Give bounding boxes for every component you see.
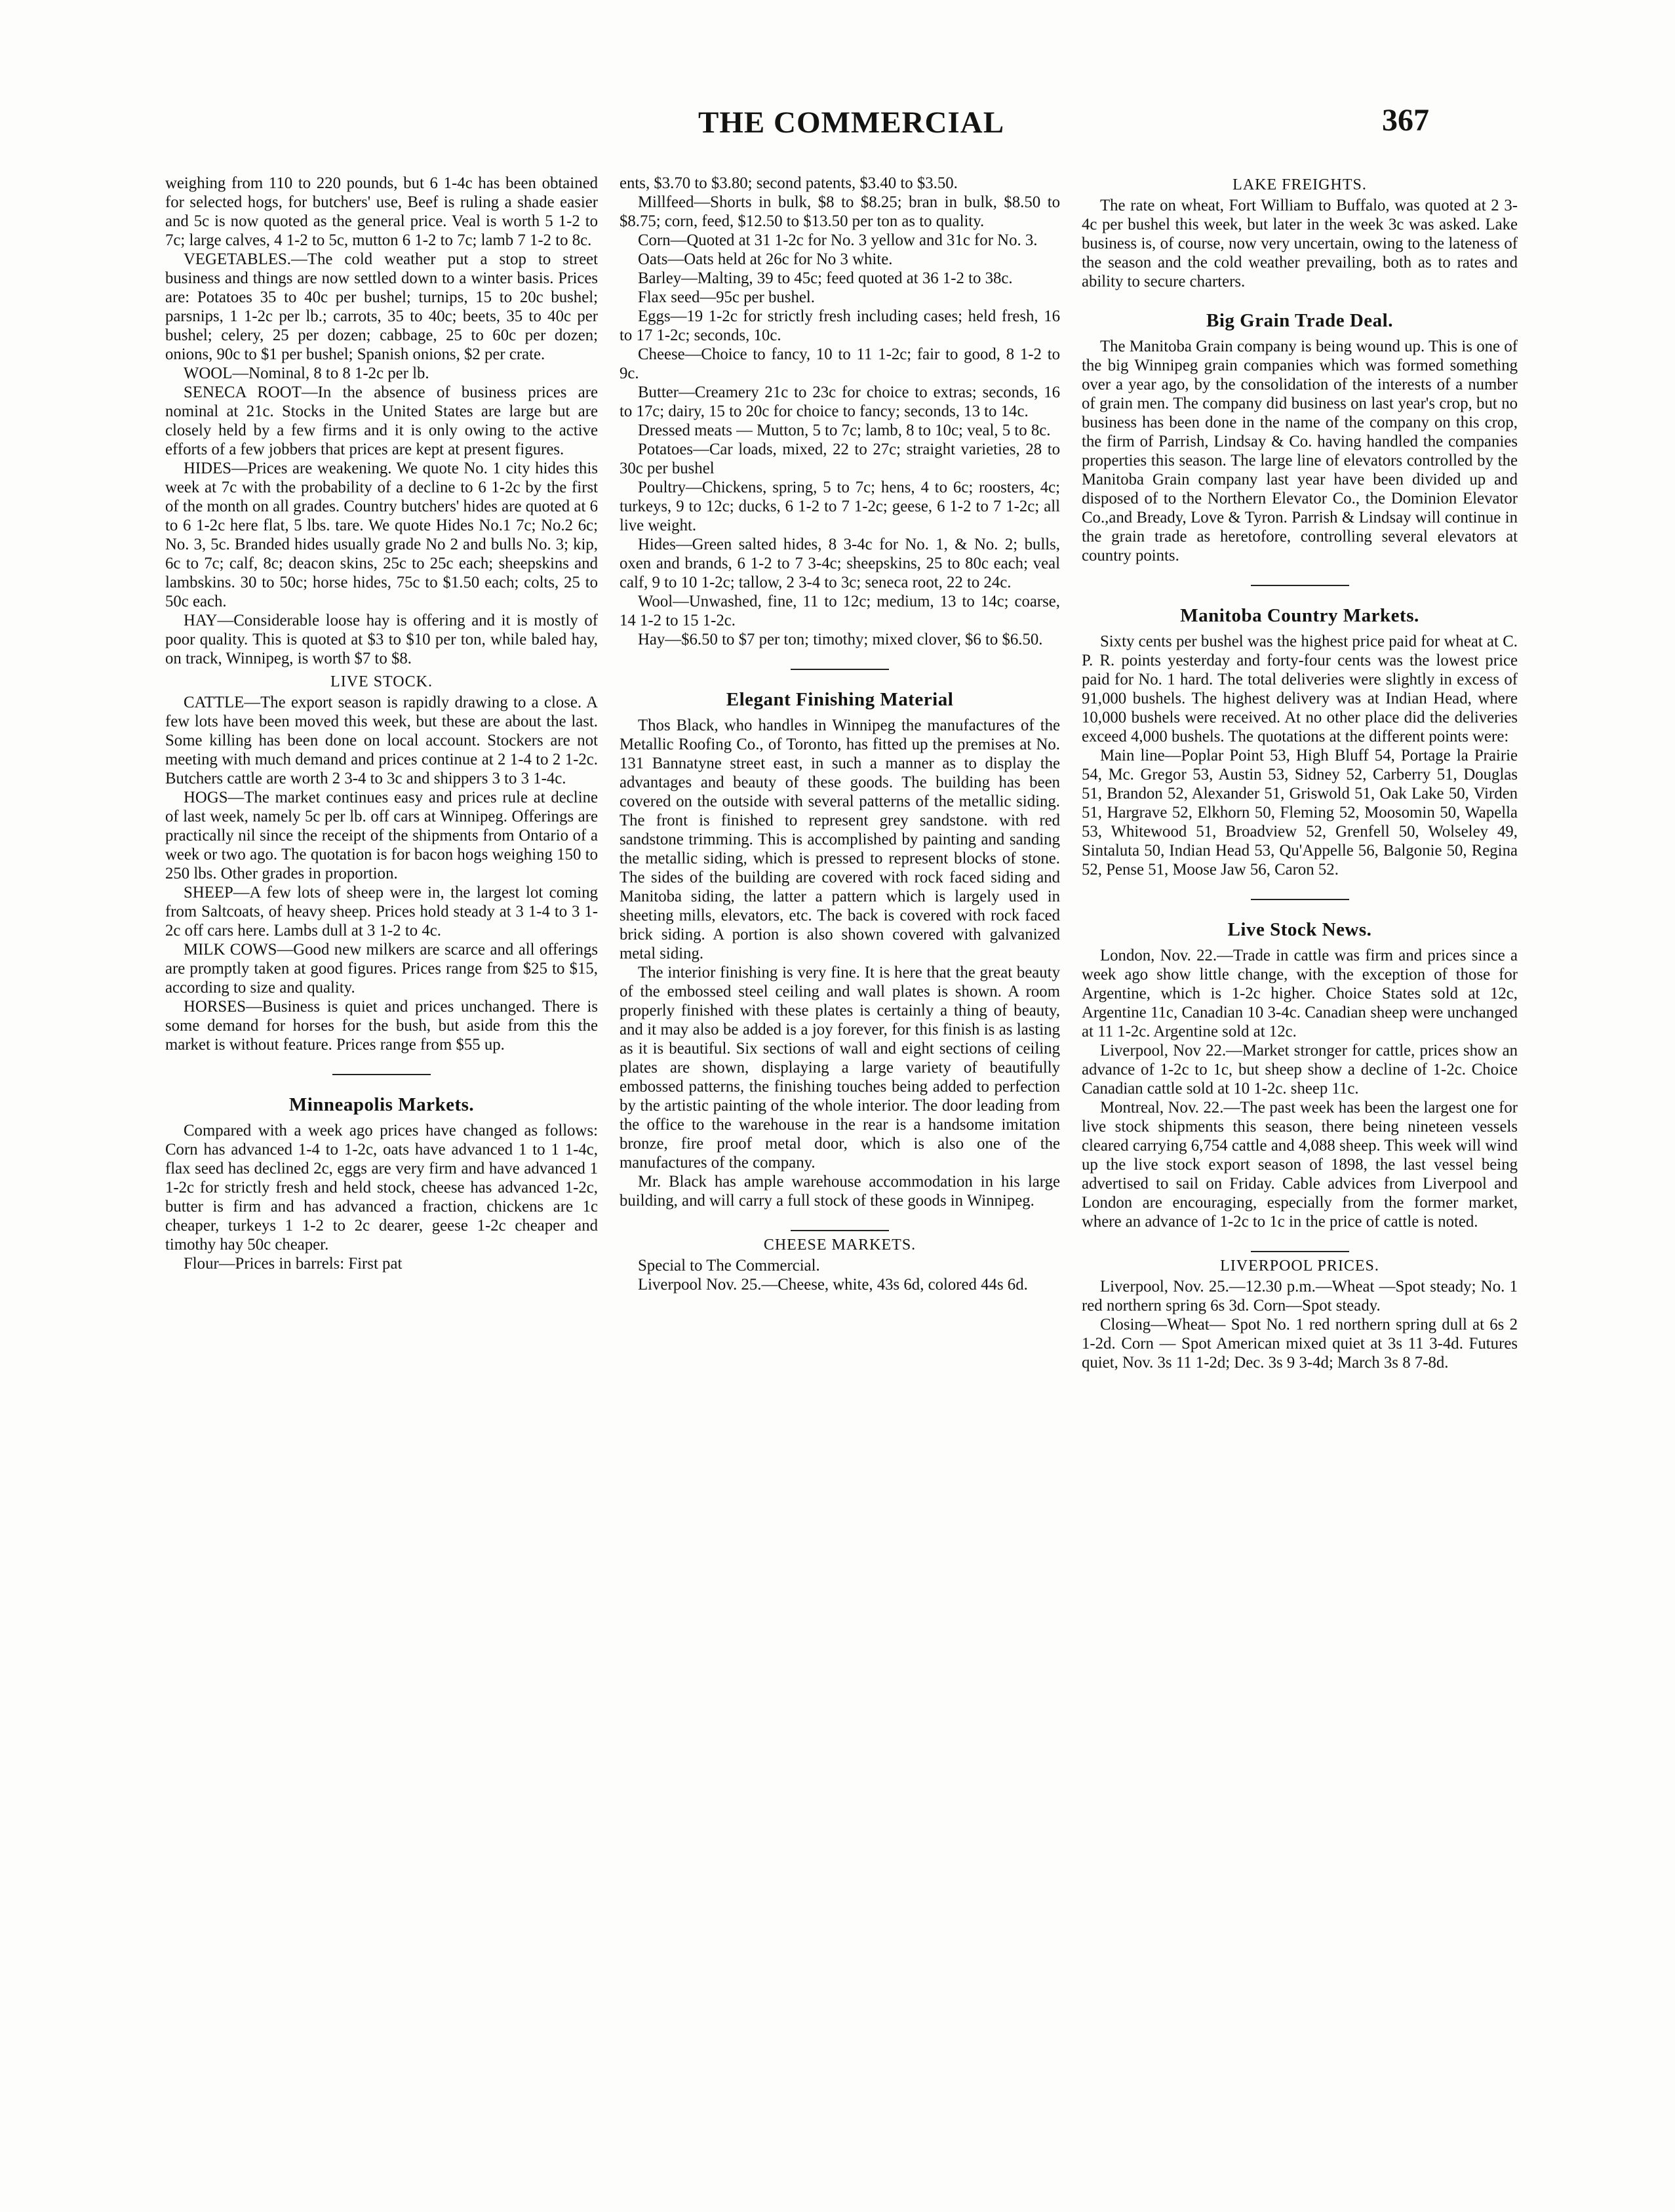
column-3 bbox=[1082, 174, 1518, 1372]
heading-elegant-finishing-material: Elegant Finishing Material bbox=[726, 689, 954, 710]
subheading-live-stock: LIVE STOCK. bbox=[330, 673, 433, 690]
paragraph: HIDES—Prices are weakening. We quote No. 1 city hides this week at 7c with the probability of a decline to 6 1-2c by the first of the month on all grades. Country butchers' hides are quoted at 6 to 6 1-2c here flat, 5 lbs. tare. We quote Hides No.1 7c; No.2 6c; No. 3, 5c. Branded hides usually grade No 2 and bulls No. 3; kip, 6c to 7c; calf, 8c; deacon skins, 25c to 25c each; sheepskins and lambskins. 30 to 50c; horse hides, 75c to $1.50 each; colts, 25 to 50c each. bbox=[165, 460, 598, 610]
paragraph: VEGETABLES.—The cold weather put a stop to street business and things are now settled down to a winter basis. Prices are: Potatoes 35 to 40c per bushel; turnips, 15 to 20c bushel; parsnips, 1 1-2c per lb.; carrots, 35 to 40c; beets, 35 to 40c per bushel; celery, 25 per dozen; cabbage, 25 to 60c per dozen; onions, 90c to $1 per bushel; Spanish onions, $2 per crate. bbox=[165, 250, 598, 363]
paragraph: Dressed meats — Mutton, 5 to 7c; lamb, 8 to 10c; veal, 5 to 8c. bbox=[638, 422, 1051, 439]
paragraph: Flour—Prices in barrels: First pat bbox=[184, 1255, 403, 1273]
divider bbox=[332, 1074, 431, 1075]
subheading-liverpool-prices: LIVERPOOL PRICES. bbox=[1220, 1257, 1379, 1274]
paragraph: Main line—Poplar Point 53, High Bluff 54, Portage la Prairie 54, Mc. Gregor 53, Austin 53, Sidney 52, Carberry 51, Douglas 51, Brandon 52, Alexander 51, Griswold 51, Oak Lake 50, Virden 51, Hargrave 52, Elkhorn 50, Fleming 52, Moosomin 50, Wapella 53, Whitewood 51, Broadview 52, Grenfell 50, Wolseley 49, Sintaluta 50, Indian Head 53, Qu'Appelle 56, Balgonie 50, Regina 52, Pense 51, Moose Jaw 56, Caron 52. bbox=[1082, 747, 1518, 879]
paragraph: The Manitoba Grain company is being wound up. This is one of the big Winnipeg grain companies which was formed something over a year ago, by the consolidation of the interests of a number of grain men. The company did business on last year's crop, but no business has been done in the name of the company on this crop, the firm of Parrish, Lindsay & Co. having handled the companies properties this season. The large line of elevators controlled by the Manitoba Grain company last year have been divided up and disposed of to the Northern Elevator Co., the Dominion Elevator Co.,and Bready, Love & Tyron. Parrish & Lindsay will continue in the grain trade as heretofore, controlling several elevators at country points. bbox=[1082, 338, 1518, 564]
paragraph: HORSES—Business is quiet and prices unchanged. There is some demand for horses for the bush, but aside from this the market is without feature. Prices range from $55 up. bbox=[165, 998, 598, 1054]
page-number: 367 bbox=[1382, 103, 1429, 138]
paragraph: Millfeed—Shorts in bulk, $8 to $8.25; bran in bulk, $8.50 to $8.75; corn, feed, $12.50 to $13.50 per ton as to quality. bbox=[620, 193, 1060, 230]
paragraph: Hides—Green salted hides, 8 3-4c for No. 1, & No. 2; bulls, oxen and brands, 6 1-2 to 7 3-4c; sheepskins, 25 to 80c each; veal calf, 9 to 10 1-2c; tallow, 2 3-4 to 3c; seneca root, 22 to 24c. bbox=[620, 536, 1060, 591]
paragraph: Liverpool, Nov 22.—Market stronger for cattle, prices show an advance of 1-2c to 1c, but sheep show a decline of 1-2c. Choice Canadian cattle sold at 10 1-2c. sheep 11c. bbox=[1082, 1042, 1518, 1097]
newspaper-title: THE COMMERCIAL bbox=[698, 106, 1005, 140]
paragraph: London, Nov. 22.—Trade in cattle was firm and prices since a week ago show little change, with the exception of those for Argentine, which is 1-2c higher. Choice States sold at 12c, Argentine 11c, Canadian 10 3-4c. Canadian sheep were unchanged at 11 1-2c. Argentine sold at 12c. bbox=[1082, 947, 1518, 1040]
heading-big-grain-trade-deal: Big Grain Trade Deal. bbox=[1206, 310, 1393, 331]
paragraph: MILK COWS—Good new milkers are scarce and all offerings are promptly taken at good figures. Prices range from $25 to $15, according to size and quality. bbox=[165, 941, 598, 997]
paragraph: Special to The Commercial. bbox=[638, 1257, 820, 1274]
paragraph: Liverpool, Nov. 25.—12.30 p.m.—Wheat —Spot steady; No. 1 red northern spring 6s 3d. Corn—Spot steady. bbox=[1082, 1278, 1518, 1314]
paragraph: Sixty cents per bushel was the highest price paid for wheat at C. P. R. points yesterday and forty-four cents was the lowest price paid for No. 1 hard. The total deliveries were slightly in excess of 91,000 bushels. The highest delivery was at Indian Head, where 10,000 bushels were received. At no other place did the deliveries exceed 4,000 bushels. The quotations at the different points were: bbox=[1082, 633, 1518, 745]
paragraph: Wool—Unwashed, fine, 11 to 12c; medium, 13 to 14c; coarse, 14 1-2 to 15 1-2c. bbox=[620, 593, 1060, 629]
paragraph: SENECA ROOT—In the absence of business prices are nominal at 21c. Stocks in the United States are large but are closely held by a few firms and it is only owing to the active efforts of a few jobbers that prices are kept at present figures. bbox=[165, 384, 598, 458]
paragraph: Cheese—Choice to fancy, 10 to 11 1-2c; fair to good, 8 1-2 to 9c. bbox=[620, 346, 1060, 382]
column-2 bbox=[620, 174, 1060, 1294]
paragraph: Poultry—Chickens, spring, 5 to 7c; hens, 4 to 6c; roosters, 4c; turkeys, 9 to 12c; ducks, 6 1-2 to 7 1-2c; geese, 6 1-2 to 7 1-2c; all live weight. bbox=[620, 479, 1060, 534]
divider bbox=[791, 1230, 889, 1231]
divider bbox=[1251, 585, 1349, 586]
paragraph: ents, $3.70 to $3.80; second patents, $3.40 to $3.50. bbox=[620, 174, 958, 192]
heading-live-stock-news: Live Stock News. bbox=[1227, 919, 1372, 940]
paragraph: The rate on wheat, Fort William to Buffalo, was quoted at 2 3-4c per bushel this week, but later in the week 3c was asked. Lake business is, of course, now very uncertain, owing to the lateness of the season and the cold weather prevailing, both as to rates and ability to secure charters. bbox=[1082, 197, 1518, 290]
paragraph: Thos Black, who handles in Winnipeg the manufactures of the Metallic Roofing Co., of Toronto, has fitted up the premises at No. 131 Bannatyne street east, in such a manner as to display the advantages and beauty of these goods. The building has been covered on the outside with several patterns of the metallic siding. The front is finished to represent grey sandstone. with red sandstone trimming. This is accomplished by painting and sanding the metallic siding, which is pressed to represent blocks of stone. The sides of the building are covered with rock faced siding and Manitoba siding, the latter a pattern which is largely used in sheeting mills, elevators, etc. The back is covered with rock faced brick siding. A portion is also shown covered with galvanized metal siding. bbox=[620, 717, 1060, 962]
paragraph: HOGS—The market continues easy and prices rule at decline of last week, namely 5c per lb. off cars at Winnipeg. Offerings are practically nil since the receipt of the shipments from Ontario of a week or two ago. The quotation is for bacon hogs weighing 150 to 250 lbs. Other grades in proportion. bbox=[165, 789, 598, 882]
divider bbox=[1251, 1251, 1349, 1252]
heading-manitoba-country-markets: Manitoba Country Markets. bbox=[1180, 605, 1419, 626]
paragraph: CATTLE—The export season is rapidly drawing to a close. A few lots have been moved this week, but these are about the last. Some killing has been done on local account. Stockers are not meeting with much demand and prices continue at 2 1-4 to 2 1-2c. Butchers cattle are worth 2 3-4 to 3c and shippers 3 to 3 1-4c. bbox=[165, 694, 598, 787]
paragraph: The interior finishing is very fine. It is here that the great beauty of the embossed steel ceiling and wall plates is shown. A room properly finished with these plates is certainly a thing of beauty, and it may also be added is a joy forever, for this finish is as lasting as it is beautiful. Six sections of wall and eight sections of ceiling plates are shown, displaying a large variety of beautifully embossed patterns, the finishing touches being added to perfection by the artistic painting of the whole interior. The door leading from the office to the warehouse in the rear is a handsome imitation bronze, fire proof metal door, which is also one of the manufactures of the company. bbox=[620, 964, 1060, 1172]
paragraph: SHEEP—A few lots of sheep were in, the largest lot coming from Saltcoats, of heavy sheep. Prices hold steady at 3 1-4 to 3 1-2c off cars here. Lambs dull at 3 1-2 to 4c. bbox=[165, 884, 598, 939]
paragraph: Corn—Quoted at 31 1-2c for No. 3 yellow and 31c for No. 3. bbox=[638, 231, 1038, 249]
divider bbox=[1251, 899, 1349, 900]
paragraph: Closing—Wheat— Spot No. 1 red northern spring dull at 6s 2 1-2d. Corn — Spot American mixed quiet at 3s 11 3-4d. Futures quiet, Nov. 3s 11 1-2d; Dec. 3s 9 3-4d; March 3s 8 7-8d. bbox=[1082, 1316, 1518, 1372]
paragraph: HAY—Considerable loose hay is offering and it is mostly of poor quality. This is quoted at $3 to $10 per ton, while baled hay, on track, Winnipeg, is worth $7 to $8. bbox=[165, 612, 598, 667]
paragraph: Potatoes—Car loads, mixed, 22 to 27c; straight varieties, 28 to 30c per bushel bbox=[620, 441, 1060, 477]
paragraph: WOOL—Nominal, 8 to 8 1-2c per lb. bbox=[184, 365, 429, 382]
masthead bbox=[0, 98, 1675, 151]
paragraph: Montreal, Nov. 22.—The past week has been the largest one for live stock shipments this season, there being nineteen vessels cleared carrying 6,754 cattle and 4,088 sheep. This week will wind up the live stock export season of 1898, the last vessel being advertised to sail on Friday. Cable advices from Liverpool and London are encouraging, especially from the former market, where an advance of 1-2c to 1c in the price of cattle is noted. bbox=[1082, 1099, 1518, 1231]
paragraph: Hay—$6.50 to $7 per ton; timothy; mixed clover, $6 to $6.50. bbox=[638, 631, 1043, 648]
subheading-cheese-markets: CHEESE MARKETS. bbox=[763, 1236, 916, 1254]
subheading-lake-freights: LAKE FREIGHTS. bbox=[1232, 176, 1367, 193]
paragraph: Mr. Black has ample warehouse accommodation in his large building, and will carry a full stock of these goods in Winnipeg. bbox=[620, 1173, 1060, 1210]
column-1 bbox=[165, 174, 598, 1273]
paragraph: Oats—Oats held at 26c for No 3 white. bbox=[638, 250, 893, 268]
paragraph: Compared with a week ago prices have changed as follows: Corn has advanced 1-4 to 1-2c, oats have advanced 1 to 1 1-4c, flax seed has declined 2c, eggs are very firm and have advanced 1 1-2c for strictly fresh and held stock, cheese has advanced 1-2c, butter is firm and has advanced a fraction, chickens are 1c cheaper, turkeys 1 1-2 to 2c dearer, geese 1-2c cheaper and timothy hay 50c cheaper. bbox=[165, 1122, 598, 1254]
divider bbox=[791, 669, 889, 670]
paragraph: Barley—Malting, 39 to 45c; feed quoted at 36 1-2 to 38c. bbox=[638, 269, 1013, 287]
paragraph: Flax seed—95c per bushel. bbox=[638, 288, 815, 306]
paragraph: weighing from 110 to 220 pounds, but 6 1-4c has been obtained for selected hogs, for butchers' use, Beef is ruling a shade easier and 5c is now quoted as the general price. Veal is worth 5 1-2 to 7c; large calves, 4 1-2 to 5c, mutton 6 1-2 to 7c; lamb 7 1-2 to 8c. bbox=[165, 174, 598, 249]
paragraph: Liverpool Nov. 25.—Cheese, white, 43s 6d, colored 44s 6d. bbox=[638, 1276, 1028, 1294]
paragraph: Eggs—19 1-2c for strictly fresh including cases; held fresh, 16 to 17 1-2c; seconds, 10c. bbox=[620, 307, 1060, 344]
heading-minneapolis-markets: Minneapolis Markets. bbox=[288, 1094, 475, 1115]
paragraph: Butter—Creamery 21c to 23c for choice to extras; seconds, 16 to 17c; dairy, 15 to 20c for choice to fancy; seconds, 13 to 14c. bbox=[620, 384, 1060, 420]
